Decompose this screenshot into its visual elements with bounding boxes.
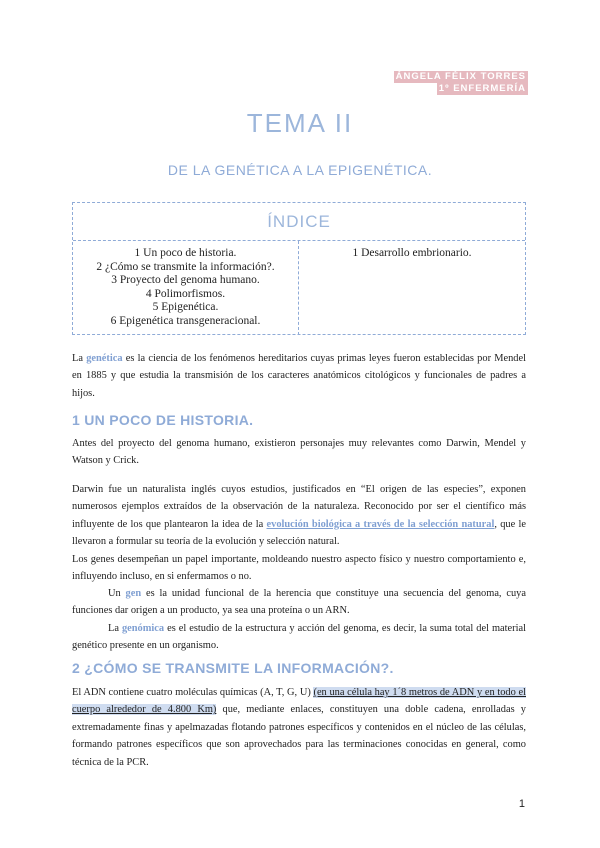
- term-evolucion: evolución biológica a través de la selección natural: [266, 518, 495, 530]
- term-gen: gen: [125, 588, 142, 599]
- highlighted-fact: (en una célula hay 1´8 metros de ADN y en todo el cuerpo alrededor de 4.800 Km): [72, 687, 526, 716]
- section-1-para-4: Un gen es la unidad funcional de la herencia que constituye una secuencia del genoma, cuya funciones dar origen a un producto, ya sea una proteína o un ARN.: [72, 588, 526, 617]
- index-box: [72, 202, 526, 335]
- page-subtitle: DE LA GENÉTICA A LA EPIGENÉTICA.: [167, 162, 433, 178]
- index-item: 6 Epigenética transgeneracional.: [110, 314, 261, 327]
- author-stamp: [394, 71, 528, 95]
- page-number: 1: [518, 798, 525, 810]
- index-item: 3 Proyecto del genoma humano.: [111, 274, 260, 287]
- index-item: 2 ¿Cómo se transmite la información?.: [96, 260, 275, 273]
- index-item: 1 Desarrollo embrionario.: [352, 247, 472, 259]
- index-right-column: [299, 241, 525, 335]
- index-left-column: [73, 241, 299, 335]
- section-1-heading: 1 UN POCO DE HISTORIA.: [72, 412, 254, 428]
- section-1-para-1: Antes del proyecto del genoma humano, existieron personajes muy relevantes como Darwin, Mendel y Watson y Crick.: [72, 438, 526, 467]
- author-course: 1º ENFERMERÍA: [438, 83, 526, 94]
- term-genetica: genética: [86, 353, 123, 364]
- intro-paragraph: La genética es la ciencia de los fenómenos hereditarios cuyas primas leyes fueron establecidas por Mendel en 1885 y que estudia la transmisión de los caracteres anatómicos citológicos y funcionales de padres a hijos.: [72, 353, 526, 399]
- section-2-heading: 2 ¿CÓMO SE TRANSMITE LA INFORMACIÓN?.: [72, 660, 394, 676]
- index-item: 5 Epigenética.: [152, 301, 219, 314]
- section-1-para-2: Darwin fue un naturalista inglés cuyos estudios, justificados en “El origen de las especies”, exponen numerosos ejemplos extraídos de la observación de la naturaleza. Reconocido por ser el científico más influyente de los que plantearon la idea de la evolución biológica a través de la selección natural, que le llevaron a formular su teoría de la evolución y selección natural.: [72, 484, 527, 548]
- index-item: 1 Un poco de historia.: [134, 247, 237, 259]
- page-title: TEMA II: [246, 108, 354, 138]
- index-body: [73, 241, 525, 335]
- term-genomica: genómica: [121, 623, 165, 634]
- section-1-para-3: Los genes desempeñan un papel importante, moldeando nuestro aspecto físico y nuestro comportamiento e, influyendo incluso, en si enfermamos o no.: [72, 554, 526, 583]
- index-item: 4 Polimorfismos.: [145, 287, 226, 300]
- section-2-para-1: El ADN contiene cuatro moléculas químicas (A, T, G, U) (en una célula hay 1´8 metros de ADN y en todo el cuerpo alrededor de 4.800 Km) que, mediante enlaces, constituyen una doble cadena, enrolladas y extremadamente finas y apelmazadas flotando patrones específicos y contenidos en el núcleo de las células, formando patrones específicos que son aprovechados para las terminaciones conocidas en general, como técnica de la PCR.: [72, 687, 526, 768]
- index-heading: ÍNDICE: [73, 203, 525, 241]
- section-1-para-5: La genómica es el estudio de la estructura y acción del genoma, es decir, la suma total del material genético presente en un organismo.: [72, 623, 527, 652]
- author-name: ÁNGELA FÉLIX TORRES: [395, 71, 526, 82]
